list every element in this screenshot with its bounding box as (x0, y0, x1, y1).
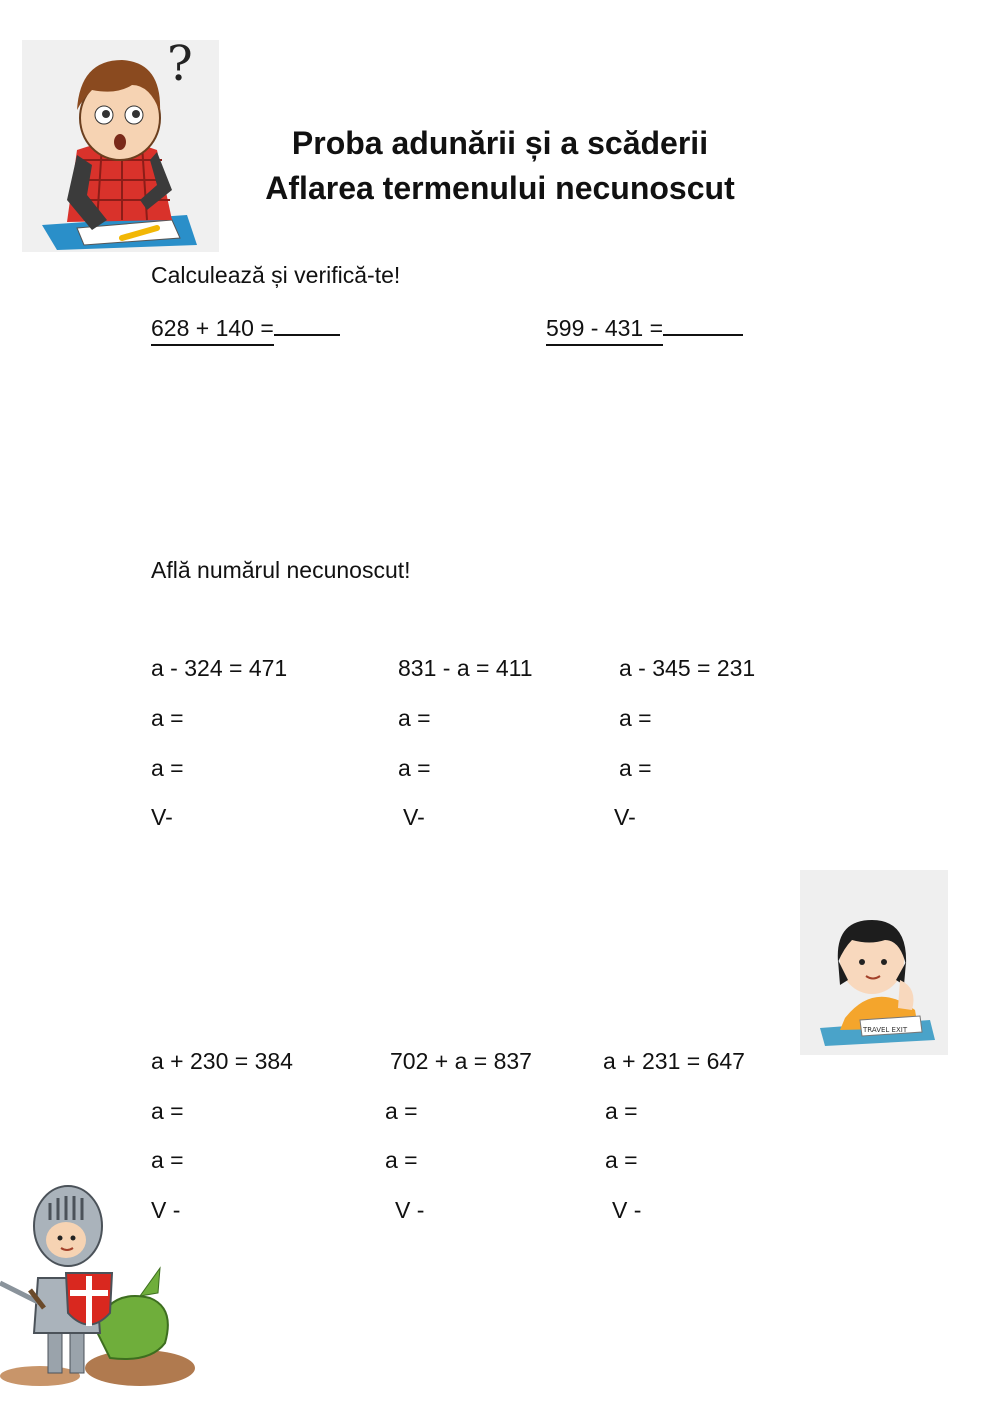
answer-line-a: a = (151, 755, 184, 781)
equation: a + 231 = 647 (603, 1048, 745, 1074)
verification-line: V- (403, 804, 425, 830)
verification-line: V - (612, 1197, 642, 1223)
equation: 702 + a = 837 (390, 1048, 532, 1074)
girl-studying-illustration (800, 870, 948, 1055)
answer-line-a: a = (385, 1147, 418, 1173)
answer-line-a: a = (605, 1147, 638, 1173)
equation: 831 - a = 411 (398, 655, 533, 681)
answer-line-a: a = (605, 1098, 638, 1124)
page-title-line2: Aflarea termenului necunoscut (265, 170, 735, 206)
verification-line: V- (614, 804, 636, 830)
answer-line-a: a = (398, 705, 431, 731)
answer-line-a: a = (151, 1147, 184, 1173)
question-mark-icon: ? (167, 40, 193, 92)
page-title-line1: Proba adunării și a scăderii (291, 125, 709, 161)
verification-line: V - (151, 1197, 181, 1223)
exercise-text: 599 - 431 = (546, 315, 663, 346)
knight-dragon-illustration (0, 1178, 200, 1388)
book-label: TRAVEL EXIT (863, 1026, 908, 1034)
equation: a - 324 = 471 (151, 655, 288, 681)
equation: a - 345 = 231 (619, 655, 756, 681)
instruction-find-unknown: Află numărul necunoscut! (151, 557, 411, 583)
answer-blank[interactable] (663, 312, 743, 336)
answer-line-a: a = (385, 1098, 418, 1124)
verification-line: V - (395, 1197, 425, 1223)
instruction-calculate: Calculează și verifică-te! (151, 262, 401, 288)
verification-line: V- (151, 804, 173, 830)
exercise-text: 628 + 140 = (151, 315, 274, 346)
exercise-addition (151, 312, 340, 342)
answer-line-a: a = (151, 1098, 184, 1124)
answer-line-a: a = (619, 755, 652, 781)
answer-line-a: a = (398, 755, 431, 781)
answer-blank[interactable] (274, 312, 340, 336)
answer-line-a: a = (151, 705, 184, 731)
answer-line-a: a = (619, 705, 652, 731)
exercise-subtraction (546, 312, 743, 342)
equation: a + 230 = 384 (151, 1048, 293, 1074)
